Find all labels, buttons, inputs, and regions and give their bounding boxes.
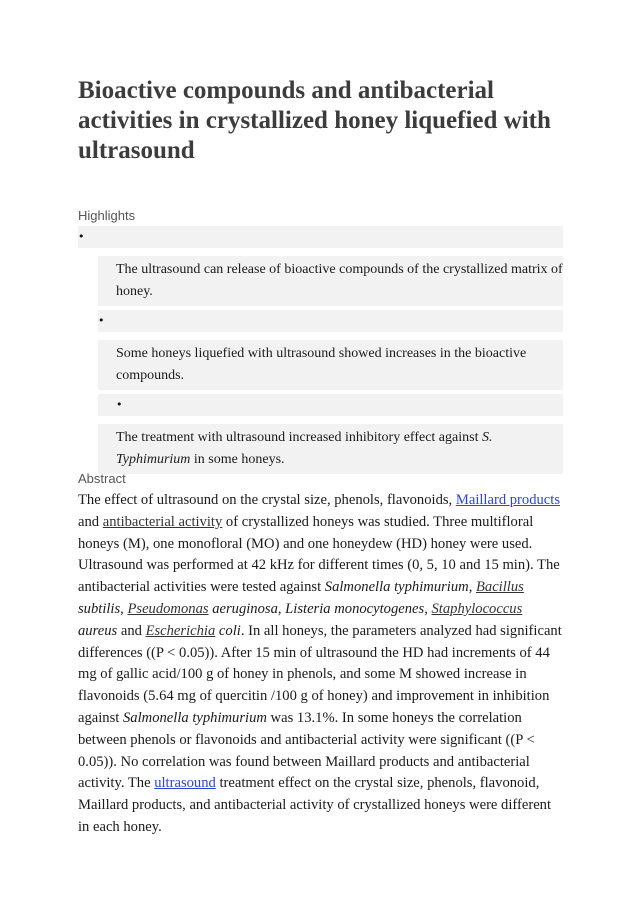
abstract-text: treatment effect on the crystal size, phenols, flavonoid, Maillard products, and antibacterial activity of crystallized honeys were different in each honey. bbox=[78, 775, 552, 835]
abstract-text: was 13.1%. In some honeys the correlation between phenols or flavonoids and antibacterial activity were significant ((P < 0.05)). No correlation was found between Maillard products and antibacterial activity. The bbox=[78, 709, 535, 792]
highlight-bullet-row-1 bbox=[78, 226, 563, 248]
abstract-body bbox=[78, 490, 564, 839]
abstract-text: and bbox=[78, 513, 103, 530]
species-subtilis: subtilis bbox=[78, 600, 121, 617]
highlight-item-3-text: The treatment with ultrasound increased inhibitory effect against bbox=[116, 430, 482, 445]
abstract-text: , bbox=[120, 600, 128, 617]
link-antibacterial-activity[interactable]: antibacterial activity bbox=[102, 513, 223, 530]
highlights-heading: Highlights bbox=[78, 208, 136, 223]
abstract-text: and bbox=[117, 622, 146, 639]
highlight-bullet-row-3 bbox=[98, 394, 563, 416]
species-listeria: Listeria monocytogenes bbox=[285, 600, 425, 617]
link-maillard-products[interactable]: Maillard products bbox=[455, 492, 561, 508]
highlight-item-3-tail: in some honeys. bbox=[190, 452, 285, 467]
bullet-icon: • bbox=[116, 398, 123, 411]
highlight-bullet-row-2 bbox=[98, 310, 563, 332]
link-escherichia[interactable]: Escherichia bbox=[145, 622, 216, 639]
link-staphylococcus[interactable]: Staphylococcus bbox=[431, 600, 523, 617]
abstract-text: , bbox=[424, 600, 432, 617]
species-aeruginosa: aeruginosa bbox=[208, 600, 278, 617]
link-bacillus[interactable]: Bacillus bbox=[475, 579, 524, 596]
abstract-text: . In all honeys, the parameters analyzed had significant differences ((P < 0.05)). After 15 min of ultrasound the HD had increments of 44 mg of gallic acid/100 g of honey in phenols, and some M showed increase in flavonoids (5.64 mg of quercitin /100 g of honey) and improvement in inhibition against bbox=[78, 622, 562, 726]
bullet-icon: • bbox=[98, 314, 105, 327]
species-salmonella-2: Salmonella typhimurium bbox=[123, 709, 267, 726]
species-salmonella: Salmonella typhimurium bbox=[324, 579, 469, 596]
link-pseudomonas[interactable]: Pseudomonas bbox=[127, 600, 209, 617]
abstract-text: , bbox=[277, 600, 286, 617]
abstract-text: of crystallized honeys was studied. Three multifloral honeys (M), one monofloral (MO) and one honeydew (HD) honey were used. Ultrasound was performed at 42 kHz for different times (0, 5, 10 and 15 min). The antibacterial activities were tested against bbox=[78, 513, 560, 596]
bullet-icon: • bbox=[78, 230, 85, 243]
species-coli: coli bbox=[215, 622, 241, 639]
article-title: Bioactive compounds and antibacterial activities in crystallized honey liquefied with ultrasound bbox=[78, 77, 551, 164]
abstract-text: The effect of ultrasound on the crystal size, phenols, flavonoids, bbox=[78, 492, 456, 508]
highlight-item-3-species: S. Typhimurium bbox=[116, 430, 493, 467]
abstract-heading: Abstract bbox=[78, 471, 126, 486]
highlight-item-3 bbox=[98, 424, 563, 474]
abstract-text: , bbox=[468, 579, 476, 596]
species-aureus: aureus bbox=[78, 622, 118, 639]
link-ultrasound[interactable]: ultrasound bbox=[154, 775, 216, 792]
highlight-item-2: Some honeys liquefied with ultrasound showed increases in the bioactive compounds. bbox=[98, 340, 563, 390]
highlight-item-1: The ultrasound can release of bioactive compounds of the crystallized matrix of honey. bbox=[98, 256, 563, 306]
